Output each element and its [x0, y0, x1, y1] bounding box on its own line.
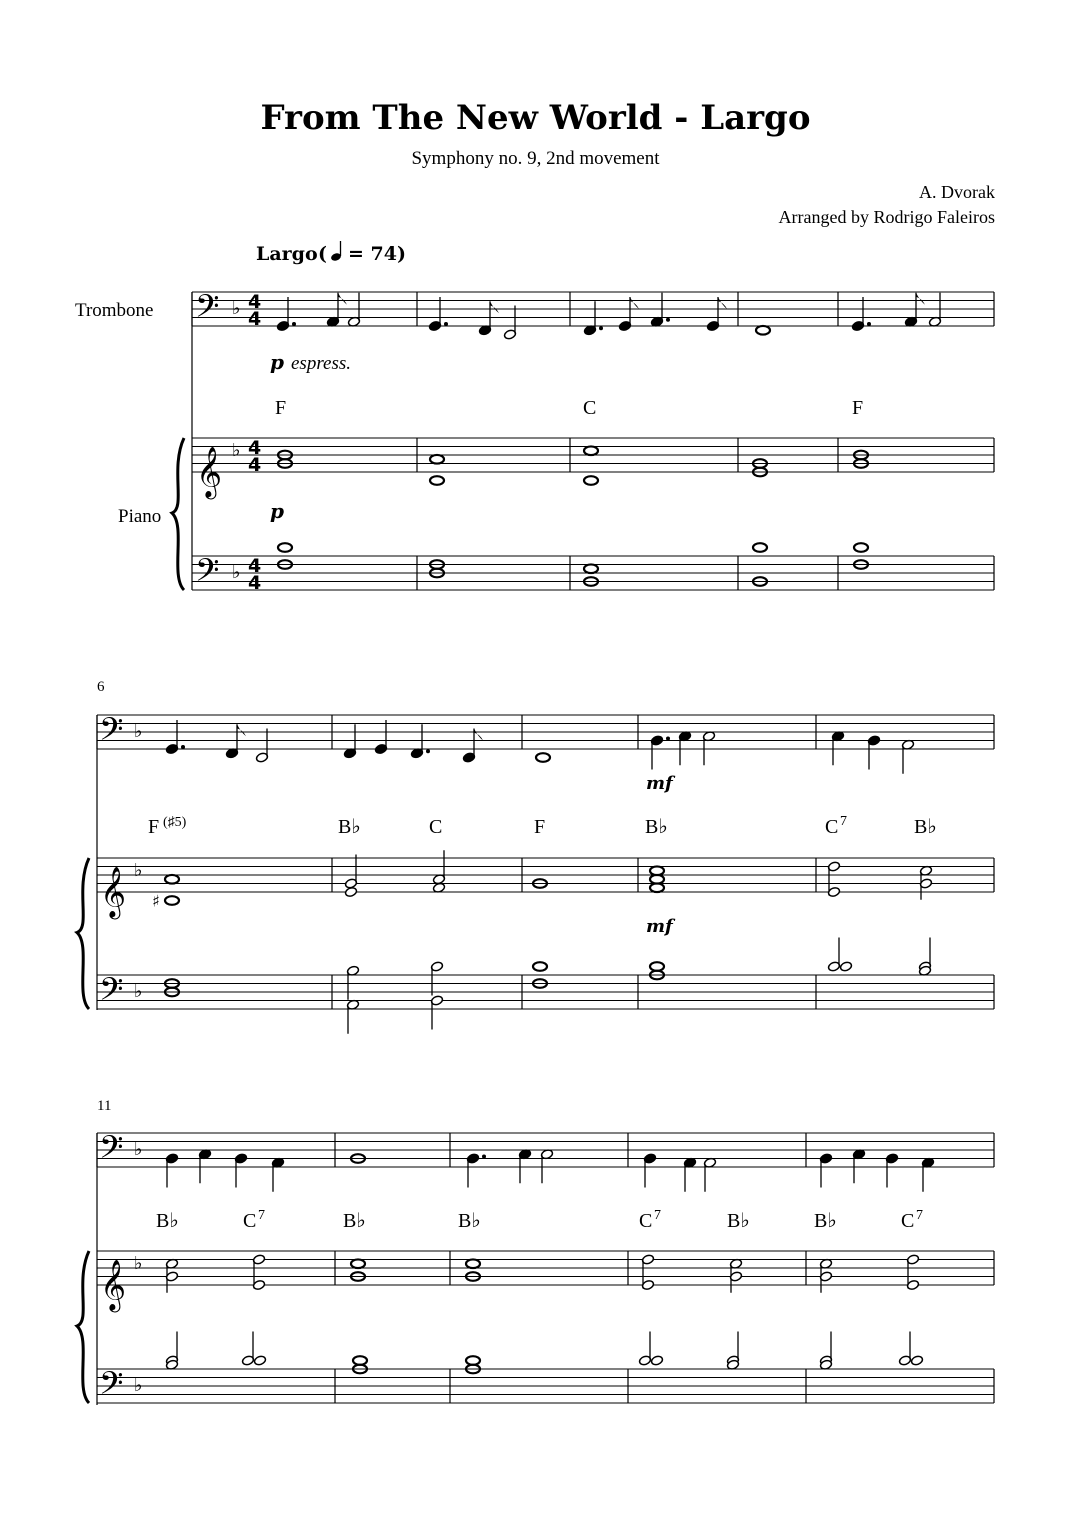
- treble-clef-icon: 𝄞: [196, 446, 223, 498]
- piano-brace-icon: [172, 438, 184, 590]
- chord-symbol: B♭: [338, 816, 361, 838]
- flag-icon: [490, 301, 499, 313]
- piano-brace-icon: [77, 858, 89, 1009]
- whole-note-icon: [466, 1259, 480, 1268]
- instrument-trombone: Trombone: [75, 300, 154, 321]
- time-signature-icon: 4: [248, 572, 262, 594]
- dot-icon: [181, 745, 185, 749]
- chord-symbol: B♭: [814, 1210, 837, 1232]
- dynamic-trombone-mf: mf: [646, 773, 673, 794]
- flag-icon: [916, 293, 925, 305]
- bass-clef-icon: 𝄢: [99, 1129, 124, 1173]
- flag-icon: [630, 297, 639, 309]
- note-head-icon: [839, 961, 852, 972]
- whole-note-icon: [351, 1259, 365, 1268]
- whole-note-icon: [466, 1356, 480, 1365]
- chord-symbol: C: [583, 397, 597, 419]
- whole-note-icon: [430, 476, 444, 485]
- whole-note-icon: [584, 476, 598, 485]
- measure-number-11: 11: [97, 1098, 112, 1114]
- composer-name: A. Dvorak: [919, 182, 995, 202]
- flat-icon: ♭: [134, 981, 143, 1002]
- chord-symbol: F: [275, 397, 287, 419]
- flag-icon: [338, 293, 347, 305]
- note-head-icon: [344, 886, 357, 897]
- whole-note-icon: [165, 875, 179, 884]
- tempo-paren-open: (: [318, 243, 327, 265]
- quarter-note-icon: [330, 241, 342, 262]
- whole-note-icon: [753, 543, 767, 552]
- dynamic-piano-mf: mf: [646, 916, 673, 937]
- whole-note-icon: [533, 962, 547, 971]
- time-signature-icon: 4: [248, 291, 262, 313]
- chord-symbol: B♭: [914, 816, 937, 838]
- dot-icon: [482, 1155, 486, 1159]
- dot-icon: [666, 318, 670, 322]
- flat-icon: ♭: [232, 439, 241, 461]
- time-signature-icon: 4: [248, 437, 262, 459]
- whole-note-icon: [536, 753, 550, 762]
- chord-symbol: C: [429, 816, 443, 838]
- whole-note-icon: [165, 896, 179, 905]
- chord-symbol: B♭: [458, 1210, 481, 1232]
- chord-symbol: C: [825, 816, 839, 838]
- chord-symbol: B♭: [343, 1210, 366, 1232]
- flag-icon: [237, 724, 246, 736]
- treble-clef-icon: 𝄞: [100, 1259, 127, 1311]
- flag-icon: [474, 729, 483, 741]
- dot-icon: [444, 322, 448, 326]
- flat-icon: ♭: [134, 1139, 143, 1160]
- score-title: From The New World - Largo: [260, 98, 811, 138]
- note-head-icon: [910, 1355, 923, 1366]
- tempo-paren-close: ): [397, 243, 406, 265]
- whole-note-icon: [650, 962, 664, 971]
- chord-superscript: (♯5): [163, 815, 187, 830]
- chord-symbol: B♭: [645, 816, 668, 838]
- flat-icon: ♭: [134, 859, 143, 881]
- whole-note-icon: [353, 1356, 367, 1365]
- treble-clef-icon: 𝄞: [100, 866, 127, 918]
- time-signature-icon: 4: [248, 308, 262, 330]
- music-notation: [77, 288, 994, 1409]
- chord-superscript: 7: [840, 814, 847, 829]
- bass-clef-icon: 𝄢: [99, 711, 124, 755]
- whole-note-icon: [650, 866, 664, 875]
- whole-note-icon: [584, 446, 598, 455]
- whole-note-icon: [756, 326, 770, 335]
- time-signature-icon: 4: [248, 555, 262, 577]
- flat-icon: ♭: [232, 562, 241, 583]
- dot-icon: [867, 322, 871, 326]
- dynamic-piano-p: p: [270, 499, 284, 523]
- flat-icon: ♭: [134, 1252, 143, 1274]
- note-head-icon: [253, 1355, 266, 1366]
- chord-superscript: 7: [258, 1208, 265, 1223]
- chord-symbol: B♭: [727, 1210, 750, 1232]
- tempo-bpm: = 74: [348, 243, 397, 265]
- chord-symbol: C: [243, 1210, 257, 1232]
- flat-icon: ♭: [134, 721, 143, 742]
- chord-symbol: F: [852, 397, 864, 419]
- dot-icon: [599, 326, 603, 330]
- bass-clef-icon: 𝄢: [99, 1365, 124, 1409]
- expression-espress: espress.: [291, 353, 351, 374]
- time-signature-icon: 4: [248, 454, 262, 476]
- instrument-piano: Piano: [118, 506, 162, 527]
- chord-symbol: F: [148, 816, 160, 838]
- dot-icon: [666, 737, 670, 741]
- dot-icon: [292, 322, 296, 326]
- whole-note-icon: [278, 543, 292, 552]
- note-head-icon: [650, 1355, 663, 1366]
- piano-brace-icon: [77, 1251, 89, 1403]
- flat-icon: ♭: [232, 298, 241, 319]
- whole-note-icon: [650, 883, 664, 892]
- chord-superscript: 7: [916, 1208, 923, 1223]
- sharp-icon: ♯: [152, 891, 160, 911]
- chord-superscript: 7: [654, 1208, 661, 1223]
- bass-clef-icon: 𝄢: [195, 288, 220, 332]
- bass-clef-icon: 𝄢: [195, 552, 220, 596]
- dot-icon: [426, 749, 430, 753]
- chord-symbol: B♭: [156, 1210, 179, 1232]
- tempo-text: Largo: [256, 243, 318, 265]
- whole-note-icon: [650, 875, 664, 884]
- whole-note-icon: [854, 543, 868, 552]
- measure-number-6: 6: [97, 679, 105, 695]
- chord-symbol: C: [901, 1210, 915, 1232]
- bass-clef-icon: 𝄢: [99, 971, 124, 1015]
- score-subtitle: Symphony no. 9, 2nd movement: [411, 148, 660, 169]
- dynamic-trombone-p: p: [270, 350, 284, 374]
- flat-icon: ♭: [134, 1375, 143, 1396]
- chord-symbol: F: [534, 816, 546, 838]
- whole-note-icon: [430, 455, 444, 464]
- flag-icon: [718, 297, 727, 309]
- whole-note-icon: [584, 564, 598, 573]
- arranger-name: Arranged by Rodrigo Faleiros: [778, 207, 995, 227]
- chord-symbol: C: [639, 1210, 653, 1232]
